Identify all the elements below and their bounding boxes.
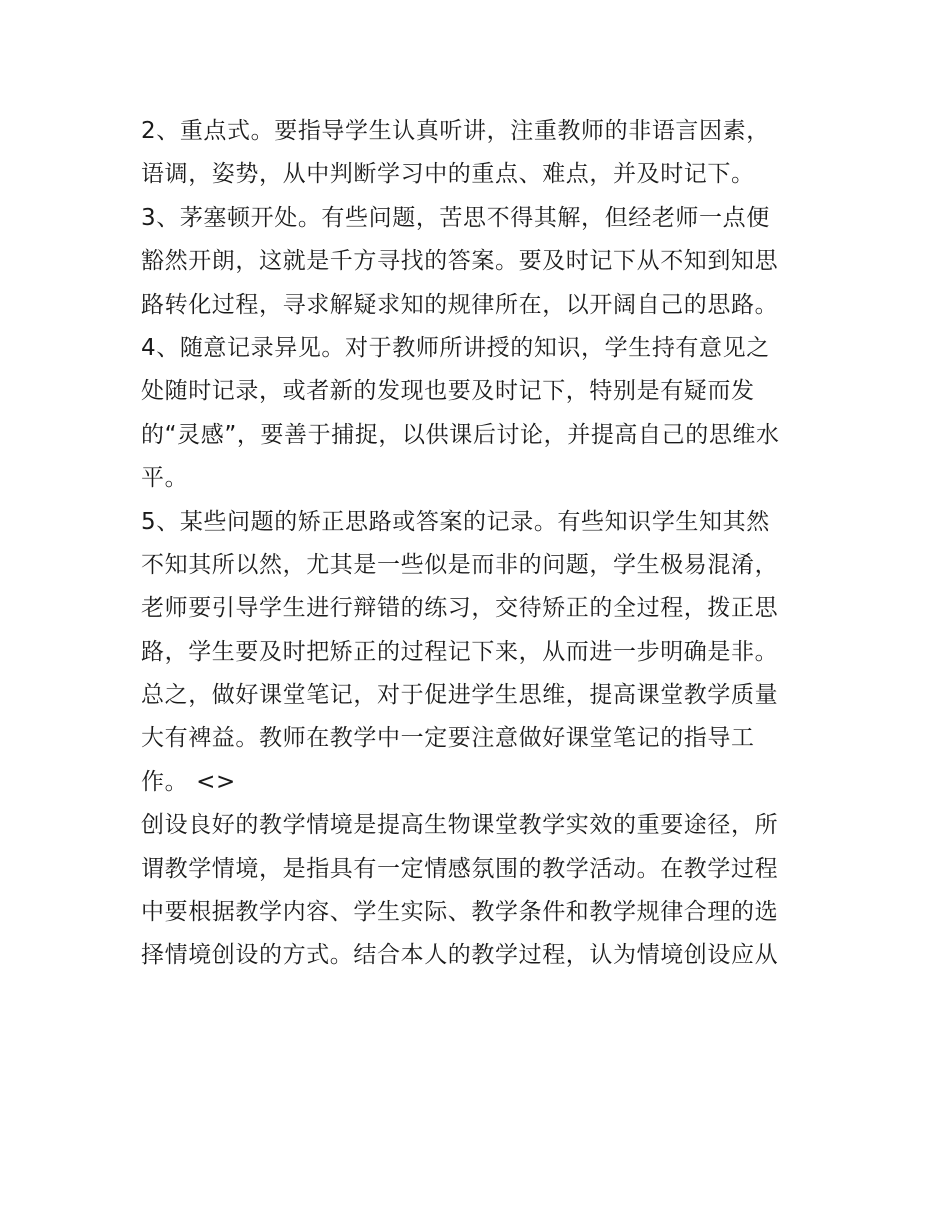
text-line: 谓教学情境，是指具有一定情感氛围的教学活动。在教学过程 xyxy=(141,855,779,882)
text-line: 平。 xyxy=(141,465,189,492)
text-line: 大有裨益。教师在教学中一定要注意做好课堂笔记的指导工 xyxy=(141,725,755,752)
text-line: 5、某些问题的矫正思路或答案的记录。有些知识学生知其然 xyxy=(141,508,770,535)
text-line: 路，学生要及时把矫正的过程记下来，从而进一步明确是非。 xyxy=(141,638,779,665)
text-line: 豁然开朗，这就是千方寻找的答案。要及时记下从不知到知思 xyxy=(141,248,779,275)
text-line: 老师要引导学生进行辩错的练习，交待矫正的全过程，拨正思 xyxy=(141,595,779,622)
text-line: 处随时记录，或者新的发现也要及时记下，特别是有疑而发 xyxy=(141,378,755,405)
text-line: 3、茅塞顿开处。有些问题，苦思不得其解，但经老师一点便 xyxy=(141,204,770,231)
text-line: 4、随意记录异见。对于教师所讲授的知识，学生持有意见之 xyxy=(141,334,770,361)
text-line: 作。 <> xyxy=(141,768,236,795)
text-line: 路转化过程，寻求解疑求知的规律所在，以开阔自己的思路。 xyxy=(141,291,779,318)
text-line: 语调，姿势，从中判断学习中的重点、难点，并及时记下。 xyxy=(141,161,755,188)
text-line: 择情境创设的方式。结合本人的教学过程，认为情境创设应从 xyxy=(141,942,779,969)
text-line: 创设良好的教学情境是提高生物课堂教学实效的重要途径，所 xyxy=(141,812,779,839)
text-line: 中要根据教学内容、学生实际、教学条件和教学规律合理的选 xyxy=(141,899,779,926)
text-line: 的“灵感”，要善于捕捉，以供课后讨论，并提高自己的思维水 xyxy=(141,421,780,448)
text-line: 不知其所以然，尤其是一些似是而非的问题，学生极易混淆， xyxy=(141,551,779,578)
body-text xyxy=(141,110,821,978)
text-line: 2、重点式。要指导学生认真听讲，注重教师的非语言因素， xyxy=(141,118,770,144)
text-line: 总之，做好课堂笔记，对于促进学生思维，提高课堂教学质量 xyxy=(141,682,779,709)
